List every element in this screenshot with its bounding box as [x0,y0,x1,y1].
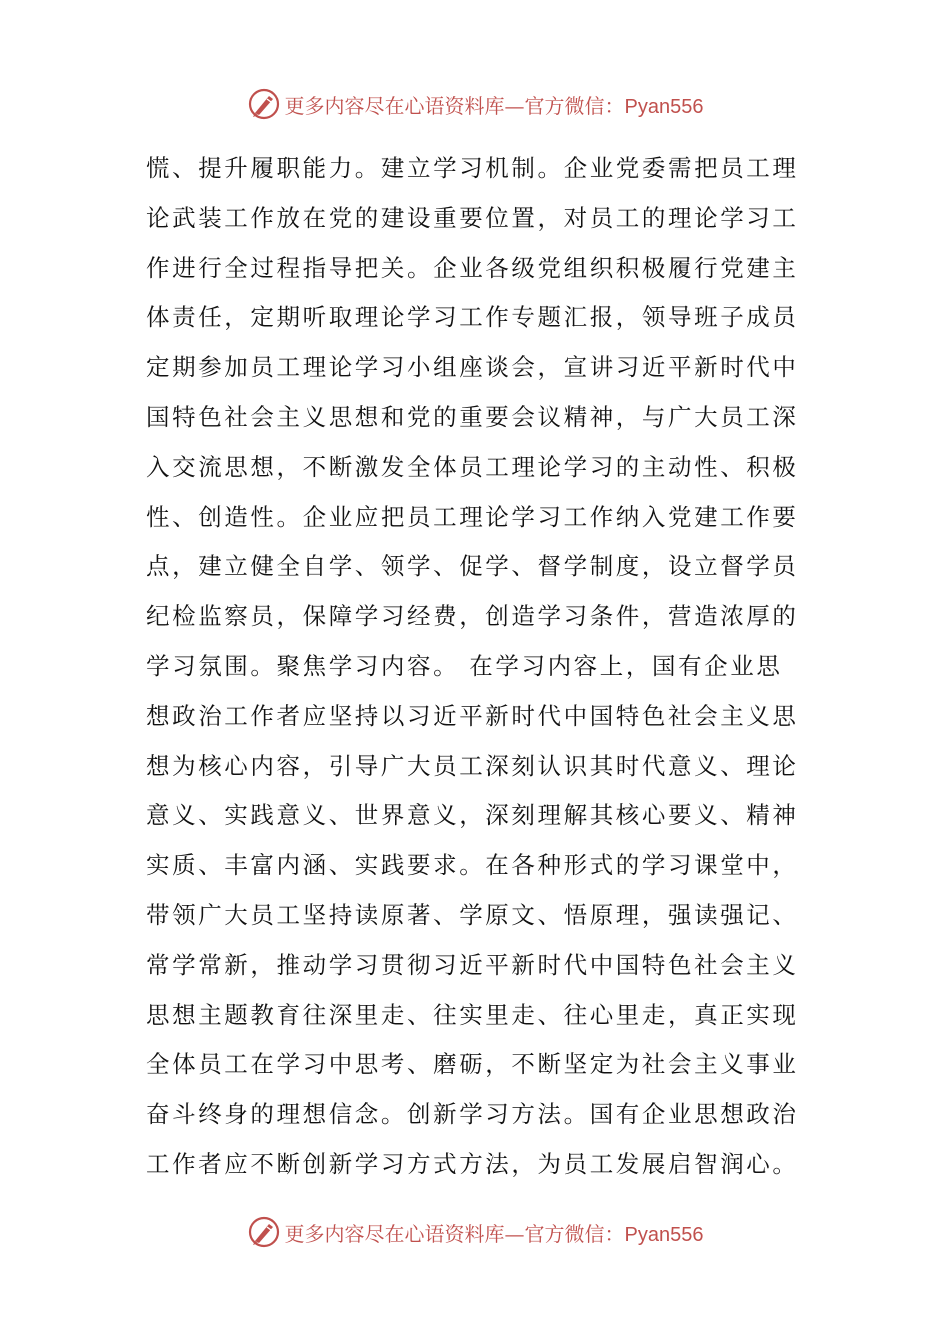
banner-text: 更多内容尽在心语资料库—官方微信：Pyan556 [284,93,704,118]
text-line: 体责任，定期听取理论学习工作专题汇报，领导班子成员 [146,303,799,332]
text-line: 工作者应不断创新学习方式方法，为员工发展启智润心。 [146,1149,799,1178]
text-line: 奋斗终身的理想信念。创新学习方法。国有企业思想政治 [146,1100,799,1129]
text-line: 想为核心内容，引导广大员工深刻认识其时代意义、理论 [146,751,799,780]
text-line: 入交流思想，不断激发全体员工理论学习的主动性、积极 [146,452,799,481]
text-line: 思想主题教育往深里走、往实里走、往心里走，真正实现 [146,1000,799,1029]
pen-logo-icon [247,87,281,121]
text-line: 点，建立健全自学、领学、促学、督学制度，设立督学员 [146,552,799,581]
banner-text: 更多内容尽在心语资料库—官方微信：Pyan556 [284,1221,704,1246]
text-line: 定期参加员工理论学习小组座谈会，宣讲习近平新时代中 [146,353,799,382]
text-line: 实质、丰富内涵、实践要求。在各种形式的学习课堂中， [146,851,799,880]
text-line: 论武装工作放在党的建设重要位置，对员工的理论学习工 [146,203,799,232]
text-line: 想政治工作者应坚持以习近平新时代中国特色社会主义思 [146,701,799,730]
text-line: 国特色社会主义思想和党的重要会议精神，与广大员工深 [146,402,799,431]
document-body [146,144,816,1190]
text-line: 学习氛围。聚焦学习内容。 在学习内容上，国有企业思 [146,651,783,680]
text-line: 慌、提升履职能力。建立学习机制。企业党委需把员工理 [146,154,799,182]
text-line: 性、创造性。企业应把员工理论学习工作纳入党建工作要 [146,502,799,531]
header-banner [0,84,950,124]
text-line: 作进行全过程指导把关。企业各级党组织积极履行党建主 [146,253,799,282]
text-line: 意义、实践意义、世界意义，深刻理解其核心要义、精神 [146,801,799,830]
pen-logo-icon [247,1215,281,1249]
footer-banner [0,1212,950,1252]
text-line: 带领广大员工坚持读原著、学原文、悟原理，强读强记、 [146,900,799,929]
text-line: 常学常新，推动学习贯彻习近平新时代中国特色社会主义 [146,950,799,979]
text-line: 全体员工在学习中思考、磨砺，不断坚定为社会主义事业 [146,1050,799,1079]
text-line: 纪检监察员，保障学习经费，创造学习条件，营造浓厚的 [146,602,799,631]
